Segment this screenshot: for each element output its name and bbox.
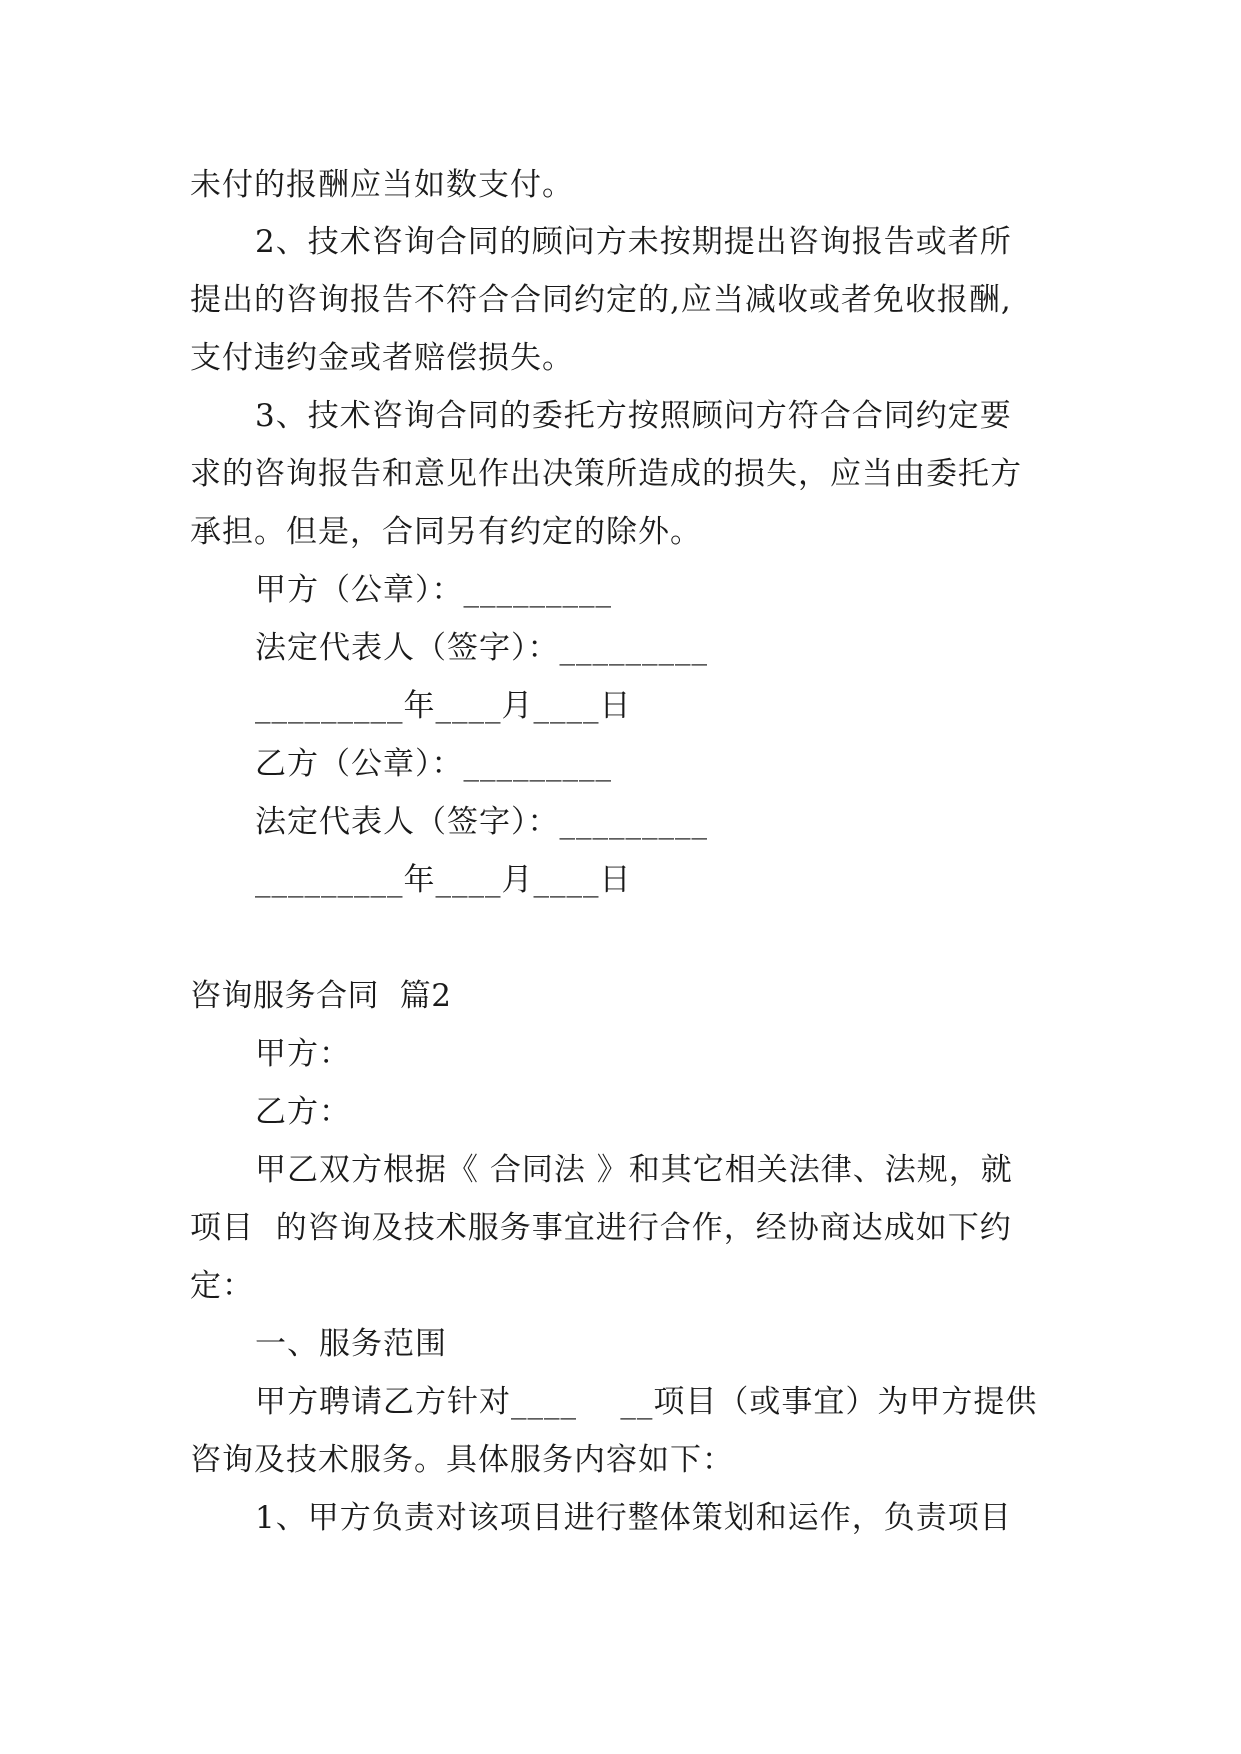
party-a-representative-line: 法定代表人（签字）：_________ <box>255 630 708 666</box>
paragraph-line: 承担。但是，合同另有约定的除外。 <box>190 514 702 550</box>
section-title: 咨询服务合同 篇2 <box>190 978 452 1014</box>
paragraph-line: 项目 的咨询及技术服务事宜进行合作，经协商达成如下约 <box>190 1210 1012 1246</box>
paragraph-line: 求的咨询报告和意见作出决策所造成的损失，应当由委托方 <box>190 456 1022 492</box>
paragraph-line: 定： <box>190 1268 254 1304</box>
party-b-representative-line: 法定代表人（签字）：_________ <box>255 804 708 840</box>
party-b-label: 乙方： <box>255 1094 351 1130</box>
paragraph-line: 支付违约金或者赔偿损失。 <box>190 340 574 376</box>
party-b-seal-line: 乙方（公章）：_________ <box>255 746 612 782</box>
paragraph-line: 2、技术咨询合同的顾问方未按期提出咨询报告或者所 <box>255 224 1012 260</box>
paragraph-line: 甲方聘请乙方针对____ __项目（或事宜）为甲方提供 <box>255 1384 1038 1420</box>
paragraph-line: 咨询及技术服务。具体服务内容如下： <box>190 1442 734 1478</box>
paragraph-line: 1、甲方负责对该项目进行整体策划和运作，负责项目 <box>255 1500 1012 1536</box>
paragraph-line: 未付的报酬应当如数支付。 <box>190 167 574 203</box>
party-a-label: 甲方： <box>255 1036 351 1072</box>
party-b-date-line: _________年____月____日 <box>255 862 632 898</box>
paragraph-line: 3、技术咨询合同的委托方按照顾问方符合合同约定要 <box>255 398 1012 434</box>
paragraph-line: 甲乙双方根据《 合同法 》和其它相关法律、法规，就 <box>255 1152 1013 1188</box>
party-a-seal-line: 甲方（公章）：_________ <box>255 572 612 608</box>
scope-heading: 一、服务范围 <box>255 1326 447 1362</box>
party-a-date-line: _________年____月____日 <box>255 688 632 724</box>
paragraph-line: 提出的咨询报告不符合合同约定的,应当减收或者免收报酬, <box>190 282 1012 318</box>
